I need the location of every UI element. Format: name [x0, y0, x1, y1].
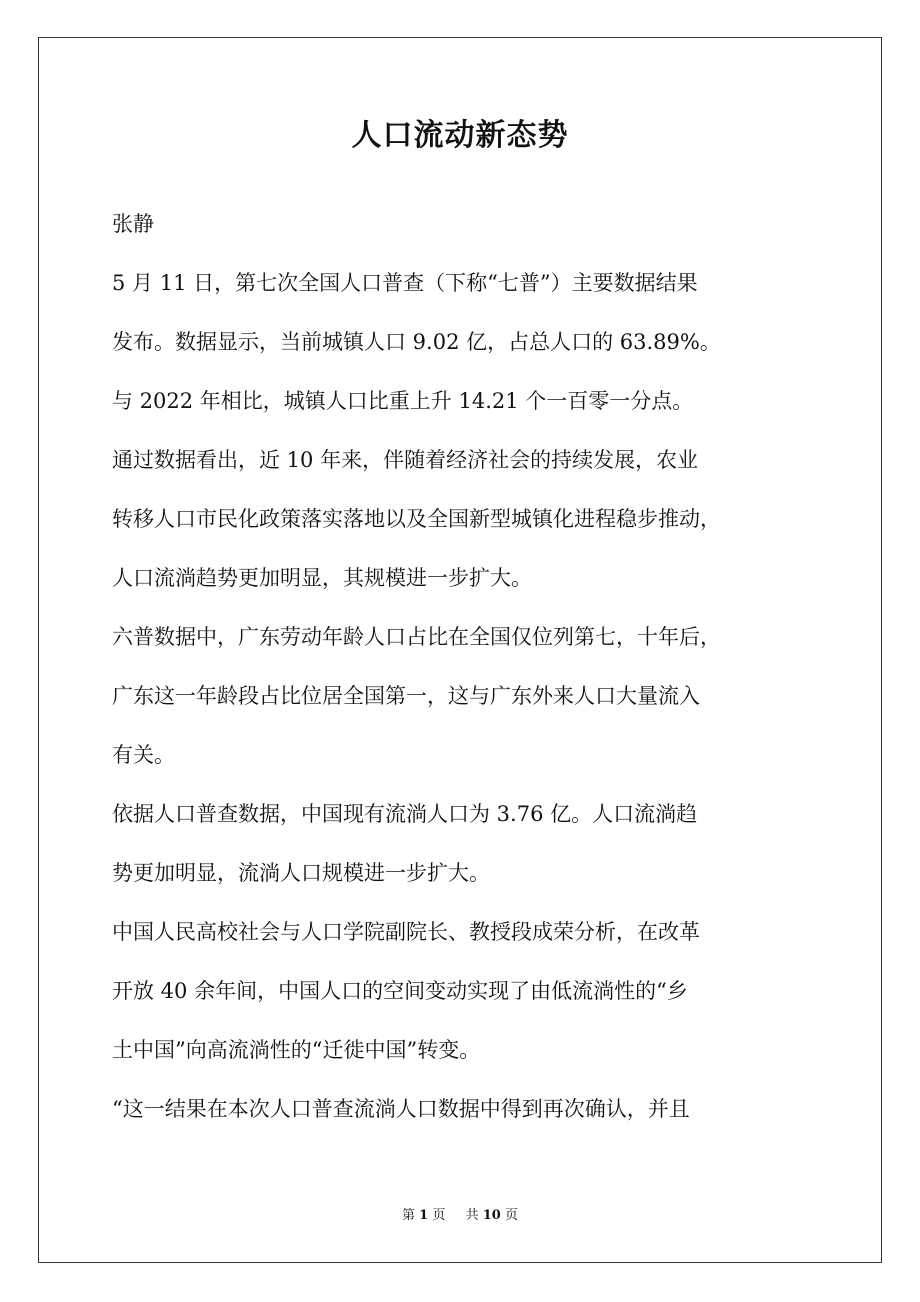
- total-pages: 10: [482, 1208, 501, 1223]
- text-line: 5 月 11 日，第七次全国人口普查（下称“七普”）主要数据结果: [112, 271, 698, 295]
- text-line: 与 2022 年相比，城镇人口比重上升 14.21 个一百零一分点。: [112, 389, 694, 413]
- page-unit: 页: [432, 1208, 446, 1223]
- author-line: 张静: [112, 212, 154, 236]
- total-prefix: 共: [465, 1208, 479, 1223]
- page-footer: [0, 1208, 920, 1224]
- text-line: 六普数据中，广东劳动年龄人口占比在全国仅位列第七，十年后，: [112, 625, 721, 649]
- text-line: 开放 40 余年间，中国人口的空间变动实现了由低流淌性的“乡: [112, 979, 688, 1003]
- text-line: 依据人口普查数据，中国现有流淌人口为 3.76 亿。人口流淌趋: [112, 802, 698, 826]
- document-title: 人口流动新态势: [351, 118, 569, 153]
- text-line: 发布。数据显示，当前城镇人口 9.02 亿，占总人口的 63.89%。: [112, 330, 721, 354]
- text-line: 通过数据看出，近 10 年来，伴随着经济社会的持续发展，农业: [112, 448, 699, 472]
- document-body: [112, 195, 812, 1139]
- text-line: 中国人民高校社会与人口学院副院长、教授段成荣分析，在改革: [112, 920, 700, 944]
- page-number: 1: [419, 1208, 429, 1223]
- text-line: 广东这一年龄段占比位居全国第一，这与广东外来人口大量流入: [112, 684, 700, 708]
- text-line: 人口流淌趋势更加明显，其规模进一步扩大。: [112, 566, 532, 590]
- text-line: 有关。: [112, 743, 175, 767]
- text-line: 势更加明显，流淌人口规模进一步扩大。: [112, 861, 490, 885]
- page-prefix: 第: [401, 1208, 415, 1223]
- text-line: “这一结果在本次人口普查流淌人口数据中得到再次确认，并且: [112, 1097, 690, 1121]
- total-unit: 页: [505, 1208, 519, 1223]
- text-line: 转移人口市民化政策落实落地以及全国新型城镇化进程稳步推动，: [112, 507, 721, 531]
- text-line: 土中国”向高流淌性的“迁徙中国”转变。: [112, 1038, 481, 1062]
